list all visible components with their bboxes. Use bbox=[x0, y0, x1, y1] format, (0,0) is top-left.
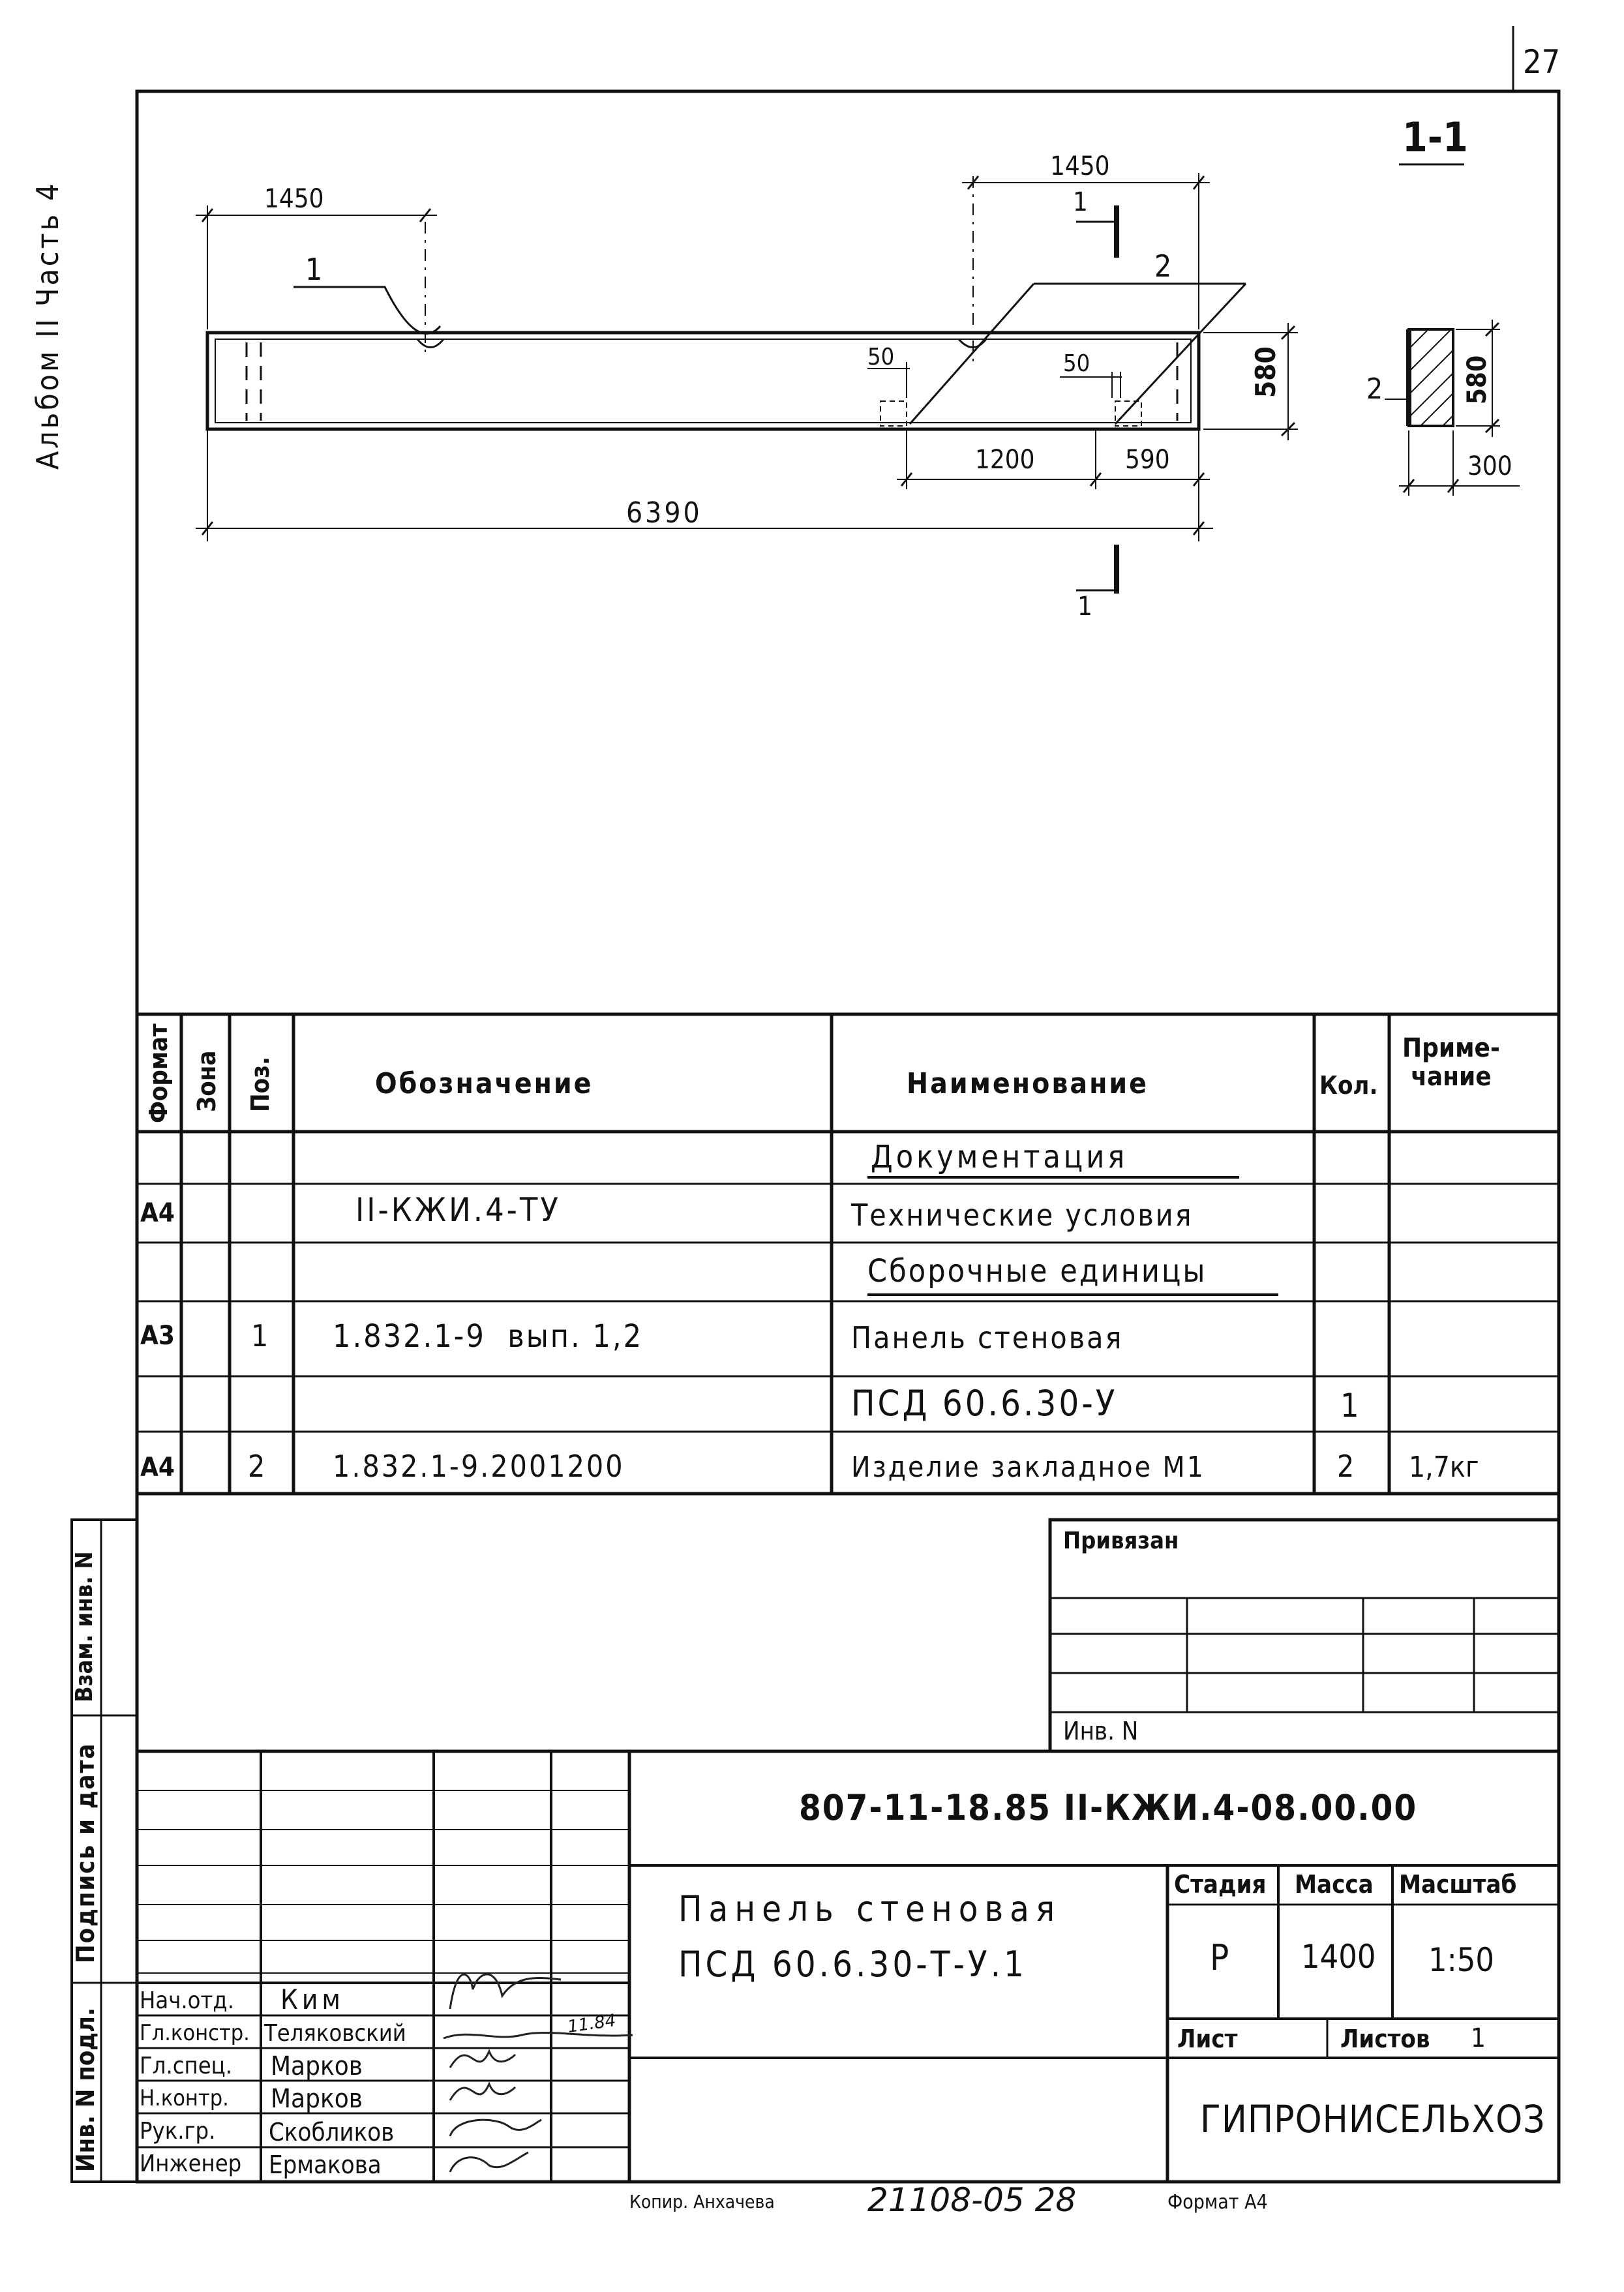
dim-1450-right: 1450 bbox=[1050, 151, 1110, 181]
name-1: Ким bbox=[280, 1983, 344, 2015]
dim-50-a: 50 bbox=[867, 344, 895, 370]
stage-label: Стадия bbox=[1174, 1870, 1267, 1899]
header-designation: Обозначение bbox=[375, 1067, 594, 1100]
section-dim-580: 580 bbox=[1462, 355, 1492, 404]
row-2-designation: II-КЖИ.4-ТУ bbox=[355, 1191, 561, 1229]
header-pos: Поз. bbox=[246, 1057, 275, 1112]
scale-value: 1:50 bbox=[1428, 1941, 1495, 1979]
name-5: Скобликов bbox=[269, 2118, 395, 2147]
dim-580: 580 bbox=[1250, 346, 1282, 398]
dim-1200: 1200 bbox=[975, 445, 1035, 475]
name-4: Марков bbox=[271, 2084, 363, 2114]
row-6-name: Изделие закладное М1 bbox=[851, 1451, 1205, 1484]
strip-vzam-inv: Взам. инв. N bbox=[71, 1551, 98, 1702]
name-2: Теляковский bbox=[264, 2020, 406, 2047]
cut-mark-bottom: 1 bbox=[1077, 592, 1092, 622]
row-2-format: А4 bbox=[140, 1198, 175, 1228]
album-label: Альбом II bbox=[30, 316, 65, 470]
header-name: Наименование bbox=[907, 1067, 1149, 1100]
strip-podpis-data: Подпись и дата bbox=[71, 1742, 100, 1963]
row-1-name: Документация bbox=[871, 1139, 1128, 1175]
footer-copied: Копир. Анхачева bbox=[629, 2191, 775, 2212]
sheet-label: Лист bbox=[1177, 2025, 1238, 2053]
row-6-pos: 2 bbox=[248, 1449, 265, 1484]
header-format: Формат bbox=[144, 1023, 173, 1123]
dim-6390: 6390 bbox=[626, 496, 702, 530]
footer-number: 21108-05 28 bbox=[867, 2181, 1077, 2219]
pos-2-label: 2 bbox=[1154, 249, 1172, 284]
dim-1450-left: 1450 bbox=[264, 184, 324, 214]
section-dim-300: 300 bbox=[1467, 451, 1512, 481]
role-6: Инженер bbox=[140, 2150, 242, 2177]
dim-590: 590 bbox=[1125, 445, 1170, 475]
row-6-designation: 1.832.1-9.2001200 bbox=[333, 1449, 625, 1484]
role-4: Н.контр. bbox=[140, 2085, 229, 2111]
section-pos-2-label: 2 bbox=[1366, 372, 1383, 406]
stamp-title-line1: Панель стеновая bbox=[678, 1888, 1062, 1929]
name-6: Ермакова bbox=[269, 2150, 382, 2179]
header-note: Приме- чание bbox=[1402, 1033, 1500, 1092]
strip-inv-podl: Инв. N подл. bbox=[71, 2007, 100, 2172]
dim-50-b: 50 bbox=[1063, 350, 1090, 377]
name-3: Марков bbox=[271, 2051, 363, 2081]
header-zone: Зона bbox=[192, 1050, 221, 1112]
binding-privyazan: Привязан bbox=[1063, 1528, 1179, 1554]
pos-1-label: 1 bbox=[305, 252, 323, 287]
stamp-title-line2: ПСД 60.6.30-Т-У.1 bbox=[678, 1944, 1027, 1985]
row-5-qty: 1 bbox=[1340, 1387, 1359, 1425]
page-number: 27 bbox=[1523, 43, 1561, 81]
cut-mark-top: 1 bbox=[1073, 187, 1088, 217]
row-6-format: А4 bbox=[140, 1453, 175, 1483]
role-5: Рук.гр. bbox=[140, 2118, 216, 2145]
sheets-value: 1 bbox=[1471, 2023, 1486, 2053]
role-3: Гл.спец. bbox=[140, 2053, 232, 2079]
stage-value: Р bbox=[1210, 1937, 1229, 1978]
stamp-code: 807-11-18.85 II-КЖИ.4-08.00.00 bbox=[799, 1787, 1418, 1828]
date-note: 11.84 bbox=[566, 2010, 618, 2038]
scale-label: Масштаб bbox=[1399, 1870, 1517, 1899]
sheets-label: Листов bbox=[1340, 2025, 1430, 2053]
role-1: Нач.отд. bbox=[140, 1987, 234, 2014]
row-4-format: А3 bbox=[140, 1321, 175, 1351]
row-6-note: 1,7кг bbox=[1409, 1451, 1479, 1484]
row-6-qty: 2 bbox=[1337, 1449, 1355, 1484]
mass-label: Масса bbox=[1295, 1870, 1374, 1899]
footer-format: Формат А4 bbox=[1167, 2191, 1268, 2214]
row-3-name: Сборочные единицы bbox=[867, 1253, 1207, 1289]
binding-inv: Инв. N bbox=[1063, 1717, 1139, 1745]
row-4-name: Панель стеновая bbox=[851, 1320, 1124, 1355]
mass-value: 1400 bbox=[1301, 1938, 1376, 1976]
row-4-designation: 1.832.1-9 вып. 1,2 bbox=[333, 1318, 644, 1355]
section-mark: 1-1 bbox=[1402, 113, 1468, 161]
header-qty: Кол. bbox=[1319, 1071, 1378, 1100]
row-2-name: Технические условия bbox=[851, 1198, 1194, 1233]
org-name: ГИПРОНИСЕЛЬХОЗ bbox=[1200, 2097, 1546, 2141]
row-5-name: ПСД 60.6.30-У bbox=[851, 1383, 1118, 1424]
row-4-pos: 1 bbox=[251, 1318, 269, 1353]
role-2: Гл.констр. bbox=[140, 2020, 250, 2046]
part-label: Часть 4 bbox=[30, 181, 65, 307]
